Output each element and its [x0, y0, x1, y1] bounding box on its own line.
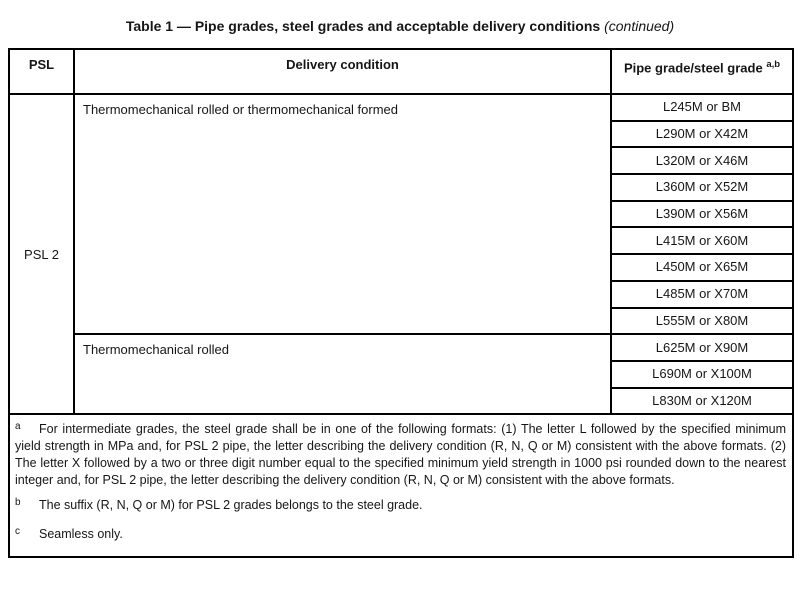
grade-cell: L690M or X100M [611, 361, 793, 388]
footnote-b-marker: b [15, 497, 21, 509]
footnotes-cell [9, 414, 793, 557]
grade-cell: L485M or X70M [611, 281, 793, 308]
footnote-a-marker: a [15, 421, 21, 433]
footnote-c-text: Seamless only. [39, 527, 123, 542]
column-header-delivery-condition: Delivery condition [74, 49, 611, 94]
grade-cell: L555M or X80M [611, 308, 793, 335]
table-title-text: Table 1 — Pipe grades, steel grades and acceptable delivery conditions [125, 18, 601, 34]
grade-cell: L830M or X120M [611, 388, 793, 415]
grade-cell: L290M or X42M [611, 121, 793, 148]
pipe-grades-table [8, 48, 794, 558]
grade-cell: L415M or X60M [611, 227, 793, 254]
footnote-c-marker: c [15, 526, 20, 538]
footnotes-row [9, 414, 793, 557]
footnote-a [15, 421, 786, 489]
grade-cell: L390M or X56M [611, 201, 793, 228]
footnote-b-text: The suffix (R, N, Q or M) for PSL 2 grades belongs to the steel grade. [39, 498, 423, 513]
column-header-pipe-grade [611, 49, 793, 94]
table-row [9, 334, 793, 361]
table-title-continued: (continued) [604, 18, 675, 34]
delivery-condition-cell: Thermomechanical rolled or thermomechanical formed [74, 94, 611, 334]
table-title [8, 0, 792, 36]
grade-cell: L320M or X46M [611, 147, 793, 174]
grade-cell: L245M or BM [611, 94, 793, 121]
delivery-condition-cell: Thermomechanical rolled [74, 334, 611, 414]
pipe-grade-footnote-refs: a,b [766, 59, 781, 70]
psl-group-cell: PSL 2 [9, 94, 74, 414]
column-header-pipe-grade-text: Pipe grade/steel grade [623, 60, 763, 76]
footnote-b [15, 497, 786, 514]
grade-cell: L625M or X90M [611, 334, 793, 361]
footnote-a-text: For intermediate grades, the steel grade shall be in one of the following formats: (1) The letter L followed by the specified minimum yield strength in MPa and, for PSL 2 pipe, the letter describing the delivery condition (R, N, Q or M) consistent with the above formats. (2) The letter X followed by a two or three digit number equal to the specified minimum yield strength in 1000 psi rounded down to the nearest integer and, for PSL 2 pipe, the letter describing the delivery condition (R, N, Q or M) consistent with the above formats. [15, 422, 786, 488]
grade-cell: L360M or X52M [611, 174, 793, 201]
grade-cell: L450M or X65M [611, 254, 793, 281]
footnote-c [15, 526, 786, 543]
column-header-psl: PSL [9, 49, 74, 94]
table-row [9, 94, 793, 121]
header-row [9, 49, 793, 94]
